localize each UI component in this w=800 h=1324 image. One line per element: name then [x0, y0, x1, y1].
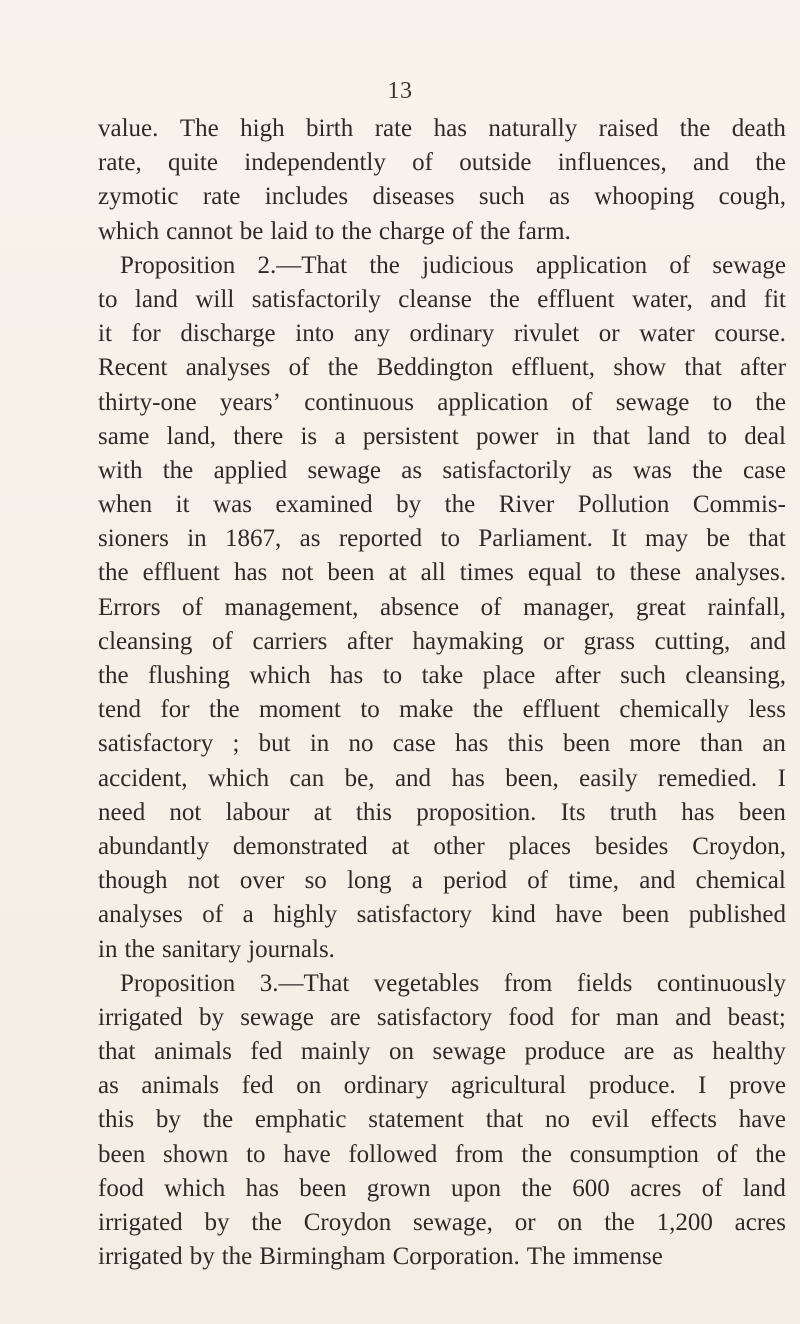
- text-line: accident, which can be, and has been, easily remedied. I: [98, 764, 786, 792]
- text-line: with the applied sewage as satisfactorily as was the case: [98, 456, 786, 484]
- text-line: tend for the moment to make the effluent chemically less: [98, 696, 786, 724]
- text-line: sioners in 1867, as reported to Parliament. It may be that: [98, 525, 786, 553]
- text-line: as animals fed on ordinary agricultural produce. I prove: [98, 1072, 786, 1100]
- text-line: irrigated by the Birmingham Corporation. The immense: [98, 1243, 663, 1271]
- text-line: Proposition 2.—That the judicious application of sewage: [120, 251, 786, 279]
- text-line: the effluent has not been at all times equal to these analyses.: [98, 559, 786, 587]
- text-line: value. The high birth rate has naturally raised the death: [98, 115, 786, 142]
- text-line: the flushing which has to take place after such cleansing,: [98, 662, 786, 689]
- text-line: when it was examined by the River Pollution Commis-: [98, 491, 786, 519]
- text-line: which cannot be laid to the charge of the farm.: [98, 217, 571, 245]
- text-line: to land will satisfactorily cleanse the effluent water, and fit: [98, 285, 786, 313]
- text-line: rate, quite independently of outside influences, and the: [98, 149, 786, 177]
- page-number: 13: [387, 78, 413, 104]
- text-line: Recent analyses of the Beddington effluent, show that after: [98, 354, 786, 382]
- text-line: thirty-one years’ continuous application of sewage to the: [98, 388, 786, 416]
- text-line: zymotic rate includes diseases such as whooping cough,: [98, 183, 786, 211]
- text-line: been shown to have followed from the consumption of the: [98, 1140, 786, 1168]
- text-line: analyses of a highly satisfactory kind have been published: [98, 901, 786, 929]
- text-line: food which has been grown upon the 600 acres of land: [98, 1174, 786, 1202]
- text-line: though not over so long a period of time, and chemical: [98, 867, 786, 895]
- text-line: irrigated by the Croydon sewage, or on the 1,200 acres: [98, 1209, 786, 1236]
- text-line: cleansing of carriers after haymaking or grass cutting, and: [98, 627, 786, 655]
- text-line: need not labour at this proposition. Its truth has been: [98, 798, 786, 826]
- text-line: satisfactory ; but in no case has this been more than an: [98, 730, 786, 758]
- text-line: Proposition 3.—That vegetables from fields continuously: [120, 969, 786, 997]
- text-line: in the sanitary journals.: [98, 935, 335, 963]
- text-line: this by the emphatic statement that no evil effects have: [98, 1106, 786, 1134]
- text-line: Errors of management, absence of manager, great rainfall,: [98, 593, 786, 621]
- text-line: irrigated by sewage are satisfactory food for man and beast;: [98, 1003, 786, 1031]
- text-line: it for discharge into any ordinary rivulet or water course.: [98, 320, 786, 348]
- body-text: [98, 112, 786, 1274]
- text-line: that animals fed mainly on sewage produce are as healthy: [98, 1038, 786, 1066]
- text-line: same land, there is a persistent power in that land to deal: [98, 422, 786, 450]
- text-line: abundantly demonstrated at other places besides Croydon,: [98, 832, 786, 860]
